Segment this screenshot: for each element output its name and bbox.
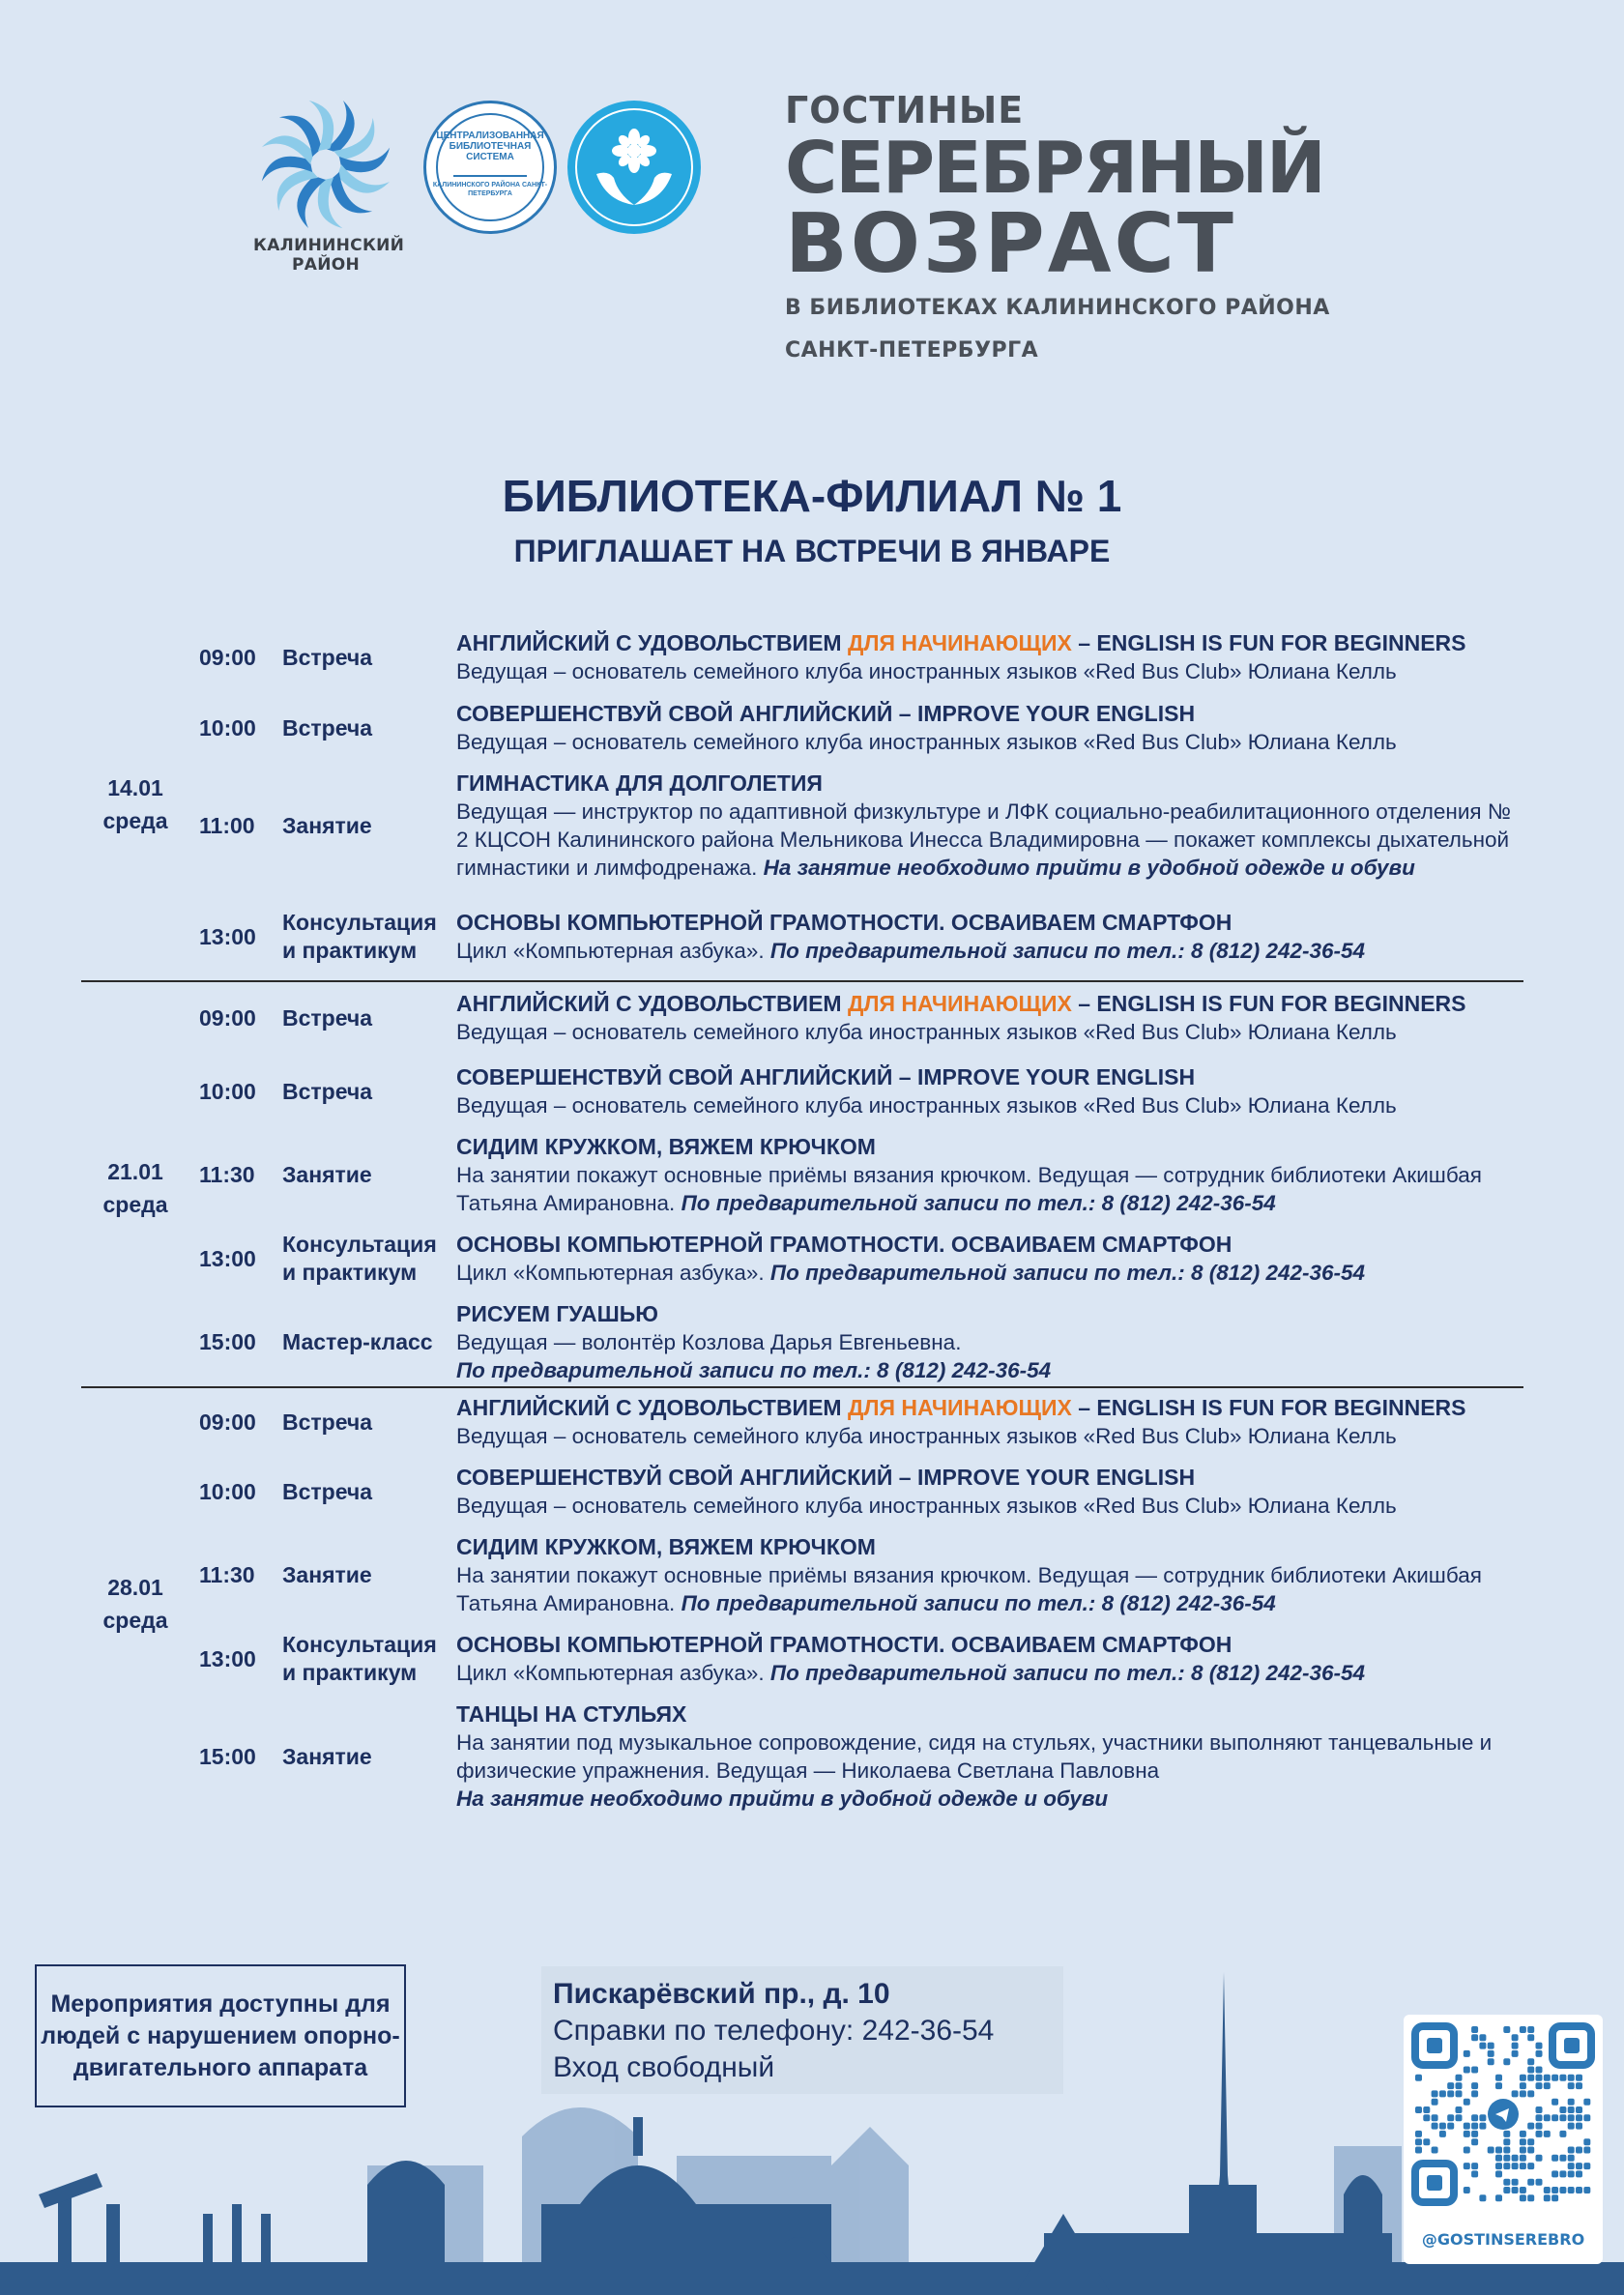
social-handle[interactable]: @GOSTINSEREBRO <box>1421 2230 1585 2249</box>
qr-code-icon <box>1404 2015 1603 2218</box>
event-row <box>81 628 1523 686</box>
event-row <box>81 770 1523 882</box>
event-type: Консультация и практикум <box>282 1232 437 1285</box>
event-type: Встреча <box>282 1409 373 1435</box>
event-note: По предварительной записи по тел.: 8 (812) 242-36-54 <box>456 1358 1052 1382</box>
library-system-logo-top-text: ЦЕНТРАЛИЗОВАННАЯ БИБЛИОТЕЧНАЯ СИСТЕМА <box>436 131 544 162</box>
event-title: АНГЛИЙСКИЙ С УДОВОЛЬСТВИЕМ ДЛЯ НАЧИНАЮЩИХ – ENGLISH IS FUN FOR BEGINNERS <box>456 1395 1466 1420</box>
event-body <box>456 1700 1523 1813</box>
library-system-logo-bottom-text: КАЛИНИНСКОГО РАЙОНА САНКТ-ПЕТЕРБУРГА <box>432 182 548 197</box>
event-type: Занятие <box>282 1162 372 1187</box>
page-subtitle: ПРИГЛАШАЕТ НА ВСТРЕЧИ В ЯНВАРЕ <box>513 534 1111 568</box>
event-body <box>456 909 1523 965</box>
event-title: СИДИМ КРУЖКОМ, ВЯЖЕМ КРЮЧКОМ <box>456 1534 876 1559</box>
event-time: 10:00 <box>199 714 256 741</box>
event-row <box>81 990 1523 1046</box>
event-type: Мастер-класс <box>282 1329 433 1354</box>
event-time: 13:00 <box>199 1645 256 1671</box>
event-note: По предварительной записи по тел.: 8 (812) 242-36-54 <box>681 1591 1276 1615</box>
event-title: АНГЛИЙСКИЙ С УДОВОЛЬСТВИЕМ ДЛЯ НАЧИНАЮЩИХ – ENGLISH IS FUN FOR BEGINNERS <box>456 630 1466 655</box>
event-note: По предварительной записи по тел.: 8 (812) 242-36-54 <box>769 939 1366 963</box>
event-title: СОВЕРШЕНСТВУЙ СВОЙ АНГЛИЙСКИЙ – IMPROVE YOUR ENGLISH <box>456 1064 1196 1089</box>
library-system-logo <box>423 101 557 234</box>
event-row <box>81 1133 1523 1217</box>
event-body <box>456 1133 1523 1217</box>
event-description: Ведущая – основатель семейного клуба иностранных языков «Red Bus Club» Юлиана Келль <box>456 1494 1397 1518</box>
entry-text: Вход свободный <box>553 2051 775 2083</box>
brand-line-4: В БИБЛИОТЕКАХ КАЛИНИНСКОГО РАЙОНА <box>785 296 1330 320</box>
event-title: РИСУЕМ ГУАШЬЮ <box>456 1301 658 1326</box>
event-title: ОСНОВЫ КОМПЬЮТЕРНОЙ ГРАМОТНОСТИ. ОСВАИВАЕМ СМАРТФОН <box>456 1632 1232 1657</box>
event-title: ГИМНАСТИКА ДЛЯ ДОЛГОЛЕТИЯ <box>456 770 823 796</box>
event-body <box>456 1300 1523 1384</box>
event-time: 13:00 <box>199 1245 256 1271</box>
event-time: 11:30 <box>199 1562 255 1587</box>
event-description: Ведущая – основатель семейного клуба иностранных языков «Red Bus Club» Юлиана Келль <box>456 659 1397 683</box>
event-title: СОВЕРШЕНСТВУЙ СВОЙ АНГЛИЙСКИЙ – IMPROVE YOUR ENGLISH <box>456 1465 1196 1490</box>
event-body <box>456 700 1523 756</box>
event-row <box>81 1700 1523 1813</box>
kalininsky-district-logo <box>253 97 405 280</box>
accessibility-notice: Мероприятия доступны для людей с нарушением опорно-двигательного аппарата <box>35 1964 406 2107</box>
event-time: 15:00 <box>199 1329 256 1354</box>
kalininsky-logo-text: КАЛИНИНСКИЙ РАЙОН <box>253 236 405 275</box>
event-description: Ведущая – основатель семейного клуба иностранных языков «Red Bus Club» Юлиана Келль <box>456 730 1397 754</box>
event-row <box>81 698 1523 758</box>
event-note: По предварительной записи по тел.: 8 (812) 242-36-54 <box>769 1261 1366 1285</box>
event-time: 09:00 <box>199 1409 256 1435</box>
day-block-14-01 <box>81 628 1523 982</box>
event-type: Встреча <box>282 1004 373 1031</box>
event-row <box>81 1063 1523 1119</box>
event-time: 11:00 <box>199 812 255 838</box>
event-row <box>81 909 1523 965</box>
event-time: 09:00 <box>199 1004 256 1031</box>
event-row <box>81 1394 1523 1450</box>
event-description: Ведущая – основатель семейного клуба иностранных языков «Red Bus Club» Юлиана Келль <box>456 1424 1397 1448</box>
event-type: Встреча <box>282 1478 373 1504</box>
event-note: На занятие необходимо прийти в удобной одежде и обуви <box>456 1787 1109 1811</box>
address-text: Пискарёвский пр., д. 10 <box>553 1978 890 2010</box>
brand-line-5: САНКТ-ПЕТЕРБУРГА <box>785 338 1039 363</box>
event-row <box>81 1231 1523 1287</box>
event-note: По предварительной записи по тел.: 8 (812) 242-36-54 <box>681 1191 1276 1215</box>
event-description: На занятии под музыкальное сопровождение, сидя на стульях, участники выполняют танцевальные и физические упражнения. Ведущая — Николаева Светлана Павловна <box>456 1730 1493 1783</box>
event-title: СОВЕРШЕНСТВУЙ СВОЙ АНГЛИЙСКИЙ – IMPROVE YOUR ENGLISH <box>456 701 1196 726</box>
event-description: Цикл «Компьютерная азбука». <box>456 1661 765 1685</box>
page-title: БИБЛИОТЕКА-ФИЛИАЛ № 1 <box>502 471 1122 521</box>
event-title: СИДИМ КРУЖКОМ, ВЯЖЕМ КРЮЧКОМ <box>456 1134 876 1159</box>
event-note: На занятие необходимо прийти в удобной одежде и обуви <box>763 856 1415 880</box>
event-description: Ведущая — волонтёр Козлова Дарья Евгеньевна. <box>456 1330 962 1354</box>
day-date: 28.01 среда <box>102 1574 168 1633</box>
day-block-21-01 <box>81 990 1523 1388</box>
event-description: Ведущая – основатель семейного клуба иностранных языков «Red Bus Club» Юлиана Келль <box>456 1093 1397 1118</box>
day-block-28-01 <box>81 1394 1523 1813</box>
event-description: На занятии покажут основные приёмы вязания крючком. Ведущая — сотрудник библиотеки Акишбая Татьяна Амирановна. <box>456 1563 1482 1615</box>
event-title: АНГЛИЙСКИЙ С УДОВОЛЬСТВИЕМ ДЛЯ НАЧИНАЮЩИХ – ENGLISH IS FUN FOR BEGINNERS <box>456 991 1466 1016</box>
brand-line-2: СЕРЕБРЯНЫЙ <box>785 127 1324 210</box>
event-type: Встреча <box>282 1078 373 1104</box>
event-body <box>456 1464 1523 1520</box>
event-time: 09:00 <box>199 644 256 670</box>
day-date: 21.01 среда <box>102 1159 168 1217</box>
event-body <box>456 1394 1523 1450</box>
event-type: Консультация и практикум <box>282 1632 437 1685</box>
event-title: ОСНОВЫ КОМПЬЮТЕРНОЙ ГРАМОТНОСТИ. ОСВАИВАЕМ СМАРТФОН <box>456 1232 1232 1257</box>
event-row <box>81 1300 1523 1384</box>
event-type: Консультация и практикум <box>282 910 437 963</box>
qr-code[interactable] <box>1404 2015 1603 2264</box>
kalininsky-swirl-icon <box>258 97 393 232</box>
event-time: 15:00 <box>199 1743 256 1769</box>
partner-logos <box>253 97 708 290</box>
event-row <box>81 1464 1523 1520</box>
day-date: 14.01 среда <box>102 775 168 833</box>
event-body <box>456 1631 1523 1687</box>
event-body <box>456 629 1523 685</box>
event-type: Занятие <box>282 1562 372 1587</box>
event-type: Занятие <box>282 812 372 838</box>
phone-text: Справки по телефону: 242-36-54 <box>553 2015 995 2047</box>
event-title: ОСНОВЫ КОМПЬЮТЕРНОЙ ГРАМОТНОСТИ. ОСВАИВАЕМ СМАРТФОН <box>456 910 1232 935</box>
event-body <box>456 1231 1523 1287</box>
contact-block <box>541 1966 1063 2094</box>
event-title: ТАНЦЫ НА СТУЛЬЯХ <box>456 1701 687 1727</box>
silver-age-brand <box>785 89 1404 365</box>
event-time: 10:00 <box>199 1478 256 1504</box>
event-type: Занятие <box>282 1743 372 1769</box>
event-description: На занятии покажут основные приёмы вязания крючком. Ведущая — сотрудник библиотеки Акишбая Татьяна Амирановна. <box>456 1163 1482 1215</box>
event-row <box>81 1631 1523 1687</box>
event-description: Ведущая – основатель семейного клуба иностранных языков «Red Bus Club» Юлиана Келль <box>456 1020 1397 1044</box>
event-type: Встреча <box>282 714 373 741</box>
event-time: 11:30 <box>199 1162 255 1187</box>
brand-line-1: ГОСТИНЫЕ <box>785 89 1025 131</box>
event-description: Цикл «Компьютерная азбука». <box>456 1261 765 1285</box>
event-body <box>456 990 1523 1046</box>
brand-line-3: ВОЗРАСТ <box>785 196 1236 292</box>
event-body <box>456 1063 1523 1119</box>
social-service-logo <box>567 101 701 234</box>
event-time: 10:00 <box>199 1078 256 1104</box>
event-type: Встреча <box>282 644 373 670</box>
event-description: Ведущая — инструктор по адаптивной физкультуре и ЛФК социально-реабилитационного отделения № 2 КЦСОН Калининского района Мельникова Инесса Владимировна — покажет комплексы дыхательной гимнастики и лимфодренажа. <box>456 799 1511 880</box>
event-row <box>81 1533 1523 1617</box>
hands-flower-icon <box>567 101 701 234</box>
event-schedule <box>81 619 1523 1813</box>
event-body <box>456 770 1523 882</box>
event-body <box>456 1533 1523 1617</box>
event-note: По предварительной записи по тел.: 8 (812) 242-36-54 <box>769 1661 1366 1685</box>
event-description: Цикл «Компьютерная азбука». <box>456 939 765 963</box>
event-time: 13:00 <box>199 923 256 949</box>
